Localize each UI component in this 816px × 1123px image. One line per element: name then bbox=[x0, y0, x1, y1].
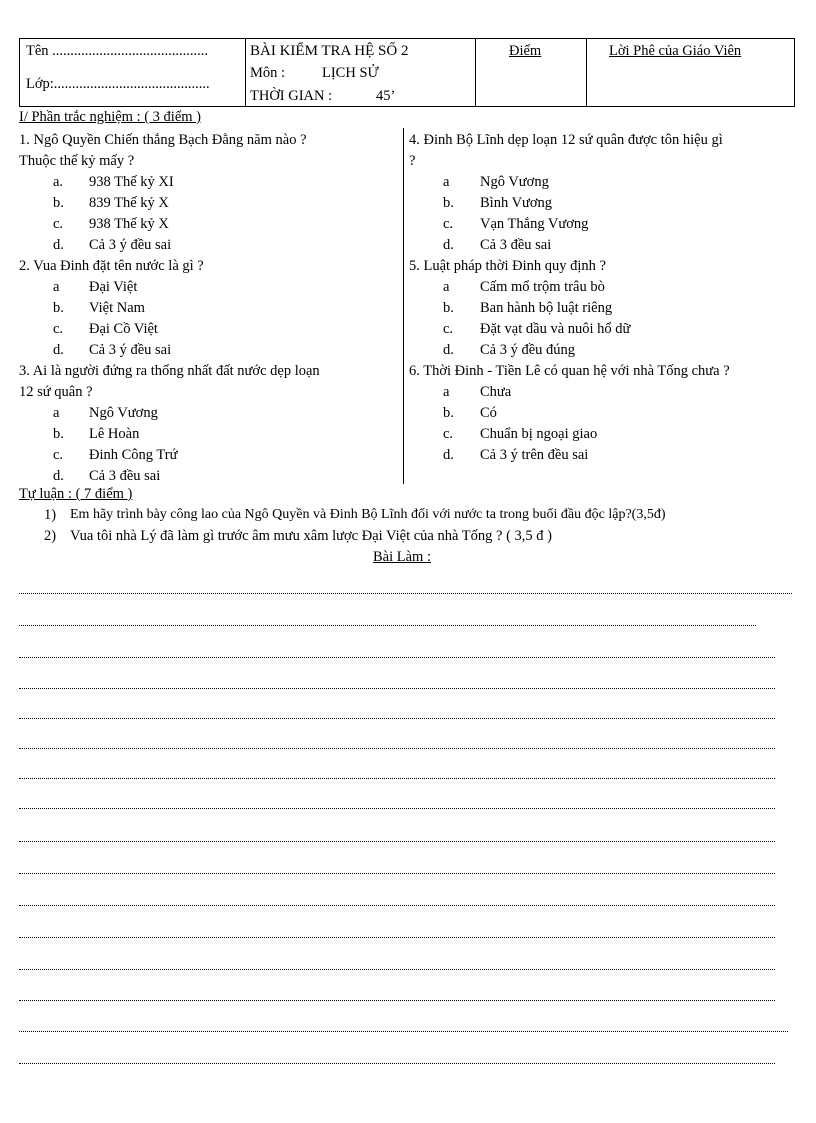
time-value: 45’ bbox=[376, 88, 396, 104]
answer-line[interactable] bbox=[19, 591, 792, 594]
score-cell bbox=[475, 39, 586, 106]
option-2a[interactable]: a bbox=[53, 279, 60, 295]
option-text: 938 Thế kỷ XI bbox=[89, 174, 174, 190]
option-text: Cả 3 đều sai bbox=[89, 468, 161, 484]
option-5a[interactable]: a bbox=[443, 279, 450, 295]
option-text: Ngô Vương bbox=[480, 174, 549, 190]
essay-question-1: Em hãy trình bày công lao của Ngô Quyền và Đinh Bộ Lĩnh đối với nước ta trong buổi đầu độc lập?(3,5đ) bbox=[70, 507, 666, 522]
option-text: Có bbox=[480, 405, 497, 421]
question-5: 5. Luật pháp thời Đinh quy định ? bbox=[409, 258, 606, 274]
option-6d[interactable]: d. bbox=[443, 447, 454, 463]
answer-line[interactable] bbox=[19, 998, 775, 1001]
exam-title: BÀI KIỂM TRA HỆ SỐ 2 bbox=[250, 43, 409, 59]
option-text: Cả 3 ý trên đều sai bbox=[480, 447, 589, 463]
option-2b[interactable]: b. bbox=[53, 300, 64, 316]
option-1d[interactable] bbox=[53, 235, 64, 256]
question-text: 1. Ngô Quyền Chiến thắng Bạch Đằng năm nào ? bbox=[19, 132, 307, 148]
option-text: 839 Thế kỷ X bbox=[89, 195, 169, 211]
answer-line[interactable] bbox=[19, 871, 775, 874]
option-4d[interactable]: d. bbox=[443, 237, 454, 253]
option-text: Cấm mổ trộm trâu bò bbox=[480, 279, 605, 295]
option-text: Cả 3 ý đều sai bbox=[89, 237, 172, 253]
part2-title: Tự luận : ( 7 điểm ) bbox=[19, 486, 133, 502]
option-letter: c. bbox=[53, 216, 64, 232]
answer-title: Bài Làm : bbox=[373, 549, 431, 565]
option-text: Lê Hoàn bbox=[89, 426, 140, 442]
option-5c[interactable]: c. bbox=[443, 321, 454, 337]
answer-line[interactable] bbox=[19, 716, 775, 719]
answer-line[interactable] bbox=[19, 806, 775, 809]
part1-title: I/ Phần trắc nghiệm : ( 3 điểm ) bbox=[19, 109, 202, 125]
option-text: Đinh Công Trứ bbox=[89, 447, 178, 463]
column-divider bbox=[403, 128, 404, 484]
question-2: 2. Vua Đinh đặt tên nước là gì ? bbox=[19, 258, 204, 274]
option-6c[interactable]: c. bbox=[443, 426, 454, 442]
student-info-cell bbox=[20, 39, 245, 106]
teacher-comment-label: Lời Phê của Giáo Viên bbox=[609, 43, 742, 59]
student-name-field[interactable]: Tên ........................................... bbox=[26, 43, 209, 59]
option-5b[interactable]: b. bbox=[443, 300, 454, 316]
option-1c[interactable] bbox=[53, 214, 63, 235]
option-text: Việt Nam bbox=[89, 300, 145, 316]
question-6: 6. Thời Đinh - Tiền Lê có quan hệ với nhà Tống chưa ? bbox=[409, 363, 730, 379]
answer-line[interactable] bbox=[19, 623, 756, 626]
essay-number: 1) bbox=[44, 507, 57, 523]
teacher-comment-cell bbox=[586, 39, 794, 106]
question-text: 12 sứ quân ? bbox=[19, 384, 93, 400]
option-text: Cả 3 ý đều đúng bbox=[480, 342, 576, 358]
subject-value: LỊCH SỬ bbox=[322, 65, 379, 81]
header-table bbox=[19, 38, 795, 107]
option-letter: b. bbox=[53, 195, 64, 211]
option-text: Bình Vương bbox=[480, 195, 553, 211]
option-1a[interactable] bbox=[53, 172, 63, 193]
subject-label: Môn : bbox=[250, 65, 286, 81]
answer-line[interactable] bbox=[19, 903, 775, 906]
option-letter: a. bbox=[53, 174, 64, 190]
question-text: 4. Đinh Bộ Lĩnh dẹp loạn 12 sứ quân được tôn hiệu gì bbox=[409, 132, 723, 148]
option-text: Đại Cồ Việt bbox=[89, 321, 158, 337]
option-6a[interactable]: a bbox=[443, 384, 450, 400]
option-1b[interactable] bbox=[53, 193, 64, 214]
option-text: Ngô Vương bbox=[89, 405, 158, 421]
option-text: Ban hành bộ luật riêng bbox=[480, 300, 613, 316]
option-text: Đặt vạt dầu và nuôi hổ dữ bbox=[480, 321, 631, 337]
answer-line[interactable] bbox=[19, 1061, 775, 1064]
option-4a[interactable]: a bbox=[443, 174, 450, 190]
option-text: 938 Thế kỷ X bbox=[89, 216, 169, 232]
option-3a[interactable]: a bbox=[53, 405, 60, 421]
option-2d[interactable]: d. bbox=[53, 342, 64, 358]
question-text: ? bbox=[409, 153, 416, 169]
answer-line[interactable] bbox=[19, 967, 775, 970]
answer-line[interactable] bbox=[19, 776, 775, 779]
answer-line[interactable] bbox=[19, 935, 775, 938]
question-3 bbox=[19, 361, 320, 403]
question-text: Thuộc thế kỷ mấy ? bbox=[19, 153, 135, 169]
option-text: Cả 3 đều sai bbox=[480, 237, 552, 253]
answer-line[interactable] bbox=[19, 1029, 788, 1032]
option-6b[interactable]: b. bbox=[443, 405, 454, 421]
option-text: Chuẩn bị ngoại giao bbox=[480, 426, 598, 442]
question-4 bbox=[409, 130, 723, 172]
question-1 bbox=[19, 130, 307, 172]
essay-number: 2) bbox=[44, 528, 57, 544]
time-label: THỜI GIAN : bbox=[250, 88, 333, 104]
option-letter: d. bbox=[53, 237, 64, 253]
answer-line[interactable] bbox=[19, 655, 775, 658]
option-3c[interactable]: c. bbox=[53, 447, 64, 463]
option-3d[interactable]: d. bbox=[53, 468, 64, 484]
option-text: Vạn Thắng Vương bbox=[480, 216, 589, 232]
option-4c[interactable]: c. bbox=[443, 216, 454, 232]
answer-line[interactable] bbox=[19, 746, 775, 749]
option-text: Cả 3 ý đều sai bbox=[89, 342, 172, 358]
answer-line[interactable] bbox=[19, 839, 775, 842]
score-label: Điểm bbox=[509, 43, 542, 59]
option-text: Đại Việt bbox=[89, 279, 138, 295]
student-class-field[interactable]: Lớp:........................................... bbox=[26, 76, 210, 92]
exam-info-cell bbox=[245, 39, 475, 106]
question-text: 3. Ai là người đứng ra thống nhất đất nước dẹp loạn bbox=[19, 363, 320, 379]
option-2c[interactable]: c. bbox=[53, 321, 64, 337]
option-5d[interactable]: d. bbox=[443, 342, 454, 358]
option-4b[interactable]: b. bbox=[443, 195, 454, 211]
option-text: Chưa bbox=[480, 384, 512, 400]
option-3b[interactable]: b. bbox=[53, 426, 64, 442]
answer-line[interactable] bbox=[19, 686, 775, 689]
essay-question-2: Vua tôi nhà Lý đã làm gì trước âm mưu xâm lược Đại Việt của nhà Tống ? ( 3,5 đ ) bbox=[70, 528, 552, 544]
